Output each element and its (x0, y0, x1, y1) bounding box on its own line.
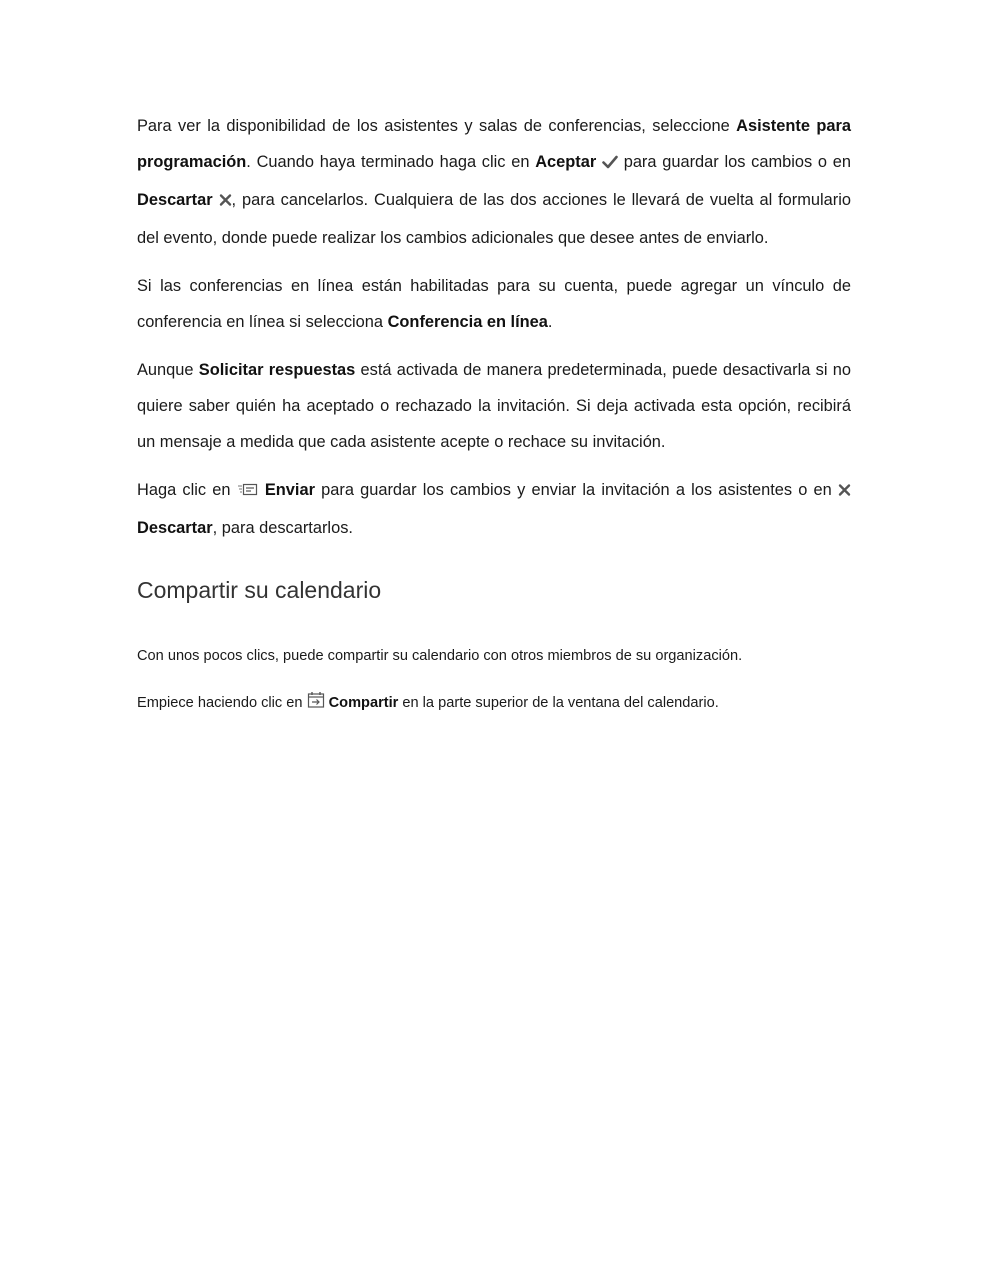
bold-term-share: Compartir (328, 695, 399, 711)
document-body (137, 108, 851, 717)
bold-term-discard: Descartar (137, 191, 213, 209)
send-envelope-icon (237, 474, 259, 510)
bold-term-send: Enviar (264, 481, 315, 499)
paragraph-scheduling-assistant (137, 108, 851, 256)
share-calendar-icon (307, 691, 325, 717)
close-x-icon (219, 184, 232, 220)
text: . (547, 313, 553, 331)
paragraph-send (137, 472, 851, 546)
text: para guardar los cambios y enviar la invitación a los asistentes o en (314, 481, 838, 499)
paragraph-share-instructions (137, 691, 851, 717)
text: para guardar los cambios o en (617, 153, 851, 171)
paragraph-share-intro (137, 644, 851, 668)
text: Aunque (137, 361, 199, 379)
text: Si las conferencias en línea están habilitadas para su cuenta, puede agregar un vínculo de conferencia en línea si selecciona (137, 277, 851, 331)
paragraph-online-meeting (137, 268, 851, 340)
close-x-icon (838, 474, 851, 510)
bold-term-scheduling-assistant: Asistente para programación (137, 117, 851, 171)
text: , para cancelarlos. Cualquiera de las dos acciones le llevará de vuelta al formulario del evento, donde puede realizar los cambios adicionales que desee antes de enviarlo. (137, 191, 851, 247)
text: en la parte superior de la ventana del calendario. (398, 695, 719, 711)
bold-term-discard: Descartar (137, 519, 213, 537)
text: Empiece haciendo clic en (137, 695, 307, 711)
section-heading-share-calendar: Compartir su calendario (137, 577, 382, 603)
checkmark-icon (602, 146, 618, 182)
text: Haga clic en (137, 481, 237, 499)
text: , para descartarlos. (212, 519, 353, 537)
paragraph-request-responses (137, 352, 851, 460)
text: Para ver la disponibilidad de los asistentes y salas de conferencias, seleccione (137, 117, 737, 135)
bold-term-online-meeting: Conferencia en línea (387, 313, 548, 331)
text: . Cuando haya terminado haga clic en (246, 153, 536, 171)
bold-term-accept: Aceptar (535, 153, 597, 171)
bold-term-request-responses: Solicitar respuestas (198, 361, 356, 379)
text: Con unos pocos clics, puede compartir su calendario con otros miembros de su organización. (137, 648, 743, 664)
text: está activada de manera predeterminada, puede desactivarla si no quiere saber quién ha aceptado o rechazado la invitación. Si deja activada esta opción, recibirá un mensaje a medida que cada asistente acepte o rechace su invitación. (137, 361, 851, 451)
